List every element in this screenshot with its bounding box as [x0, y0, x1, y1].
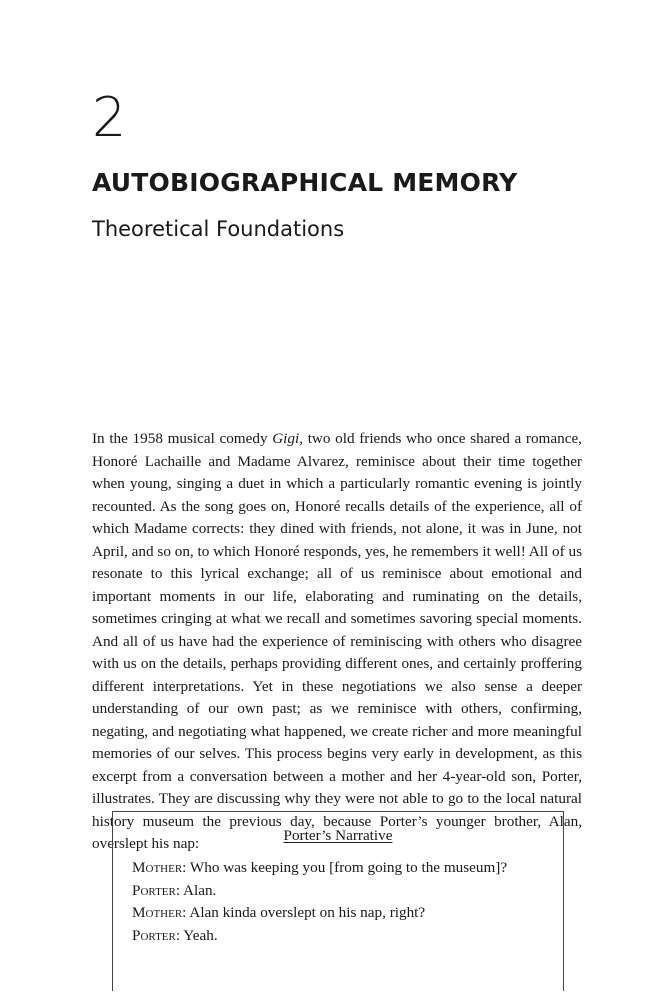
excerpt-box [112, 811, 564, 991]
dialogue-text: : Yeah. [175, 926, 218, 944]
chapter-title: AUTOBIOGRAPHICAL MEMORY [92, 168, 518, 197]
dialogue-text: : Who was keeping you [from going to the museum]? [182, 859, 508, 876]
dialogue-line [132, 857, 553, 880]
speaker-label: Porter [132, 881, 176, 899]
dialogue-text: : Alan kinda overslept on his nap, right? [182, 904, 426, 921]
excerpt-heading-text: Porter’s Narrative [283, 827, 393, 844]
speaker-label: Mother [132, 859, 183, 876]
paragraph-text-rest: , two old friends who once shared a romance, Honoré Lachaille and Madame Alvarez, reminisce about their time together when young, singing a duet in which a particularly romantic evening is jointly recounted. As the song goes on, Honoré recalls details of the experience, all of which Madame corrects: they dined with friends, not alone, it was in June, not April, and so on, to which Honoré responds, yes, he remembers it well! All of us resonate to this lyrical exchange; all of us reminisce about emotional and important moments in our life, elaborating and ruminating on the details, sometimes cringing at what we recall and sometimes savoring special moments. And all of us have had the experience of reminiscing with others who disagree with us on the details, perhaps providing different ones, and certainly proffering different interpretations. Yet in these negotiations we also sense a deeper understanding of our own past; as we reminisce with others, confirming, negating, and negotiating what happened, we create richer and more meaningful memories of our selves. This process begins very early in development, as this excerpt from a conversation between a mother and her 4-year-old son, Porter, illustrates. They are discussing why they were not able to go to the local natural history museum the previous day, because Porter’s younger brother, Alan, overslept his nap: [92, 430, 582, 852]
chapter-subtitle: Theoretical Foundations [92, 217, 345, 241]
speaker-label: Porter [132, 926, 176, 944]
dialogue-line [132, 925, 553, 948]
dialogue-text: : Alan. [175, 881, 217, 899]
paragraph-text-start: In the 1958 musical comedy [92, 430, 273, 447]
body-paragraph [92, 428, 582, 856]
film-title: Gigi [272, 430, 300, 447]
dialogue-list [132, 857, 553, 947]
excerpt-heading [113, 825, 563, 847]
dialogue-line [132, 902, 553, 925]
dialogue-line [132, 880, 553, 903]
speaker-label: Mother [132, 904, 183, 921]
chapter-number: 2 [92, 86, 127, 149]
